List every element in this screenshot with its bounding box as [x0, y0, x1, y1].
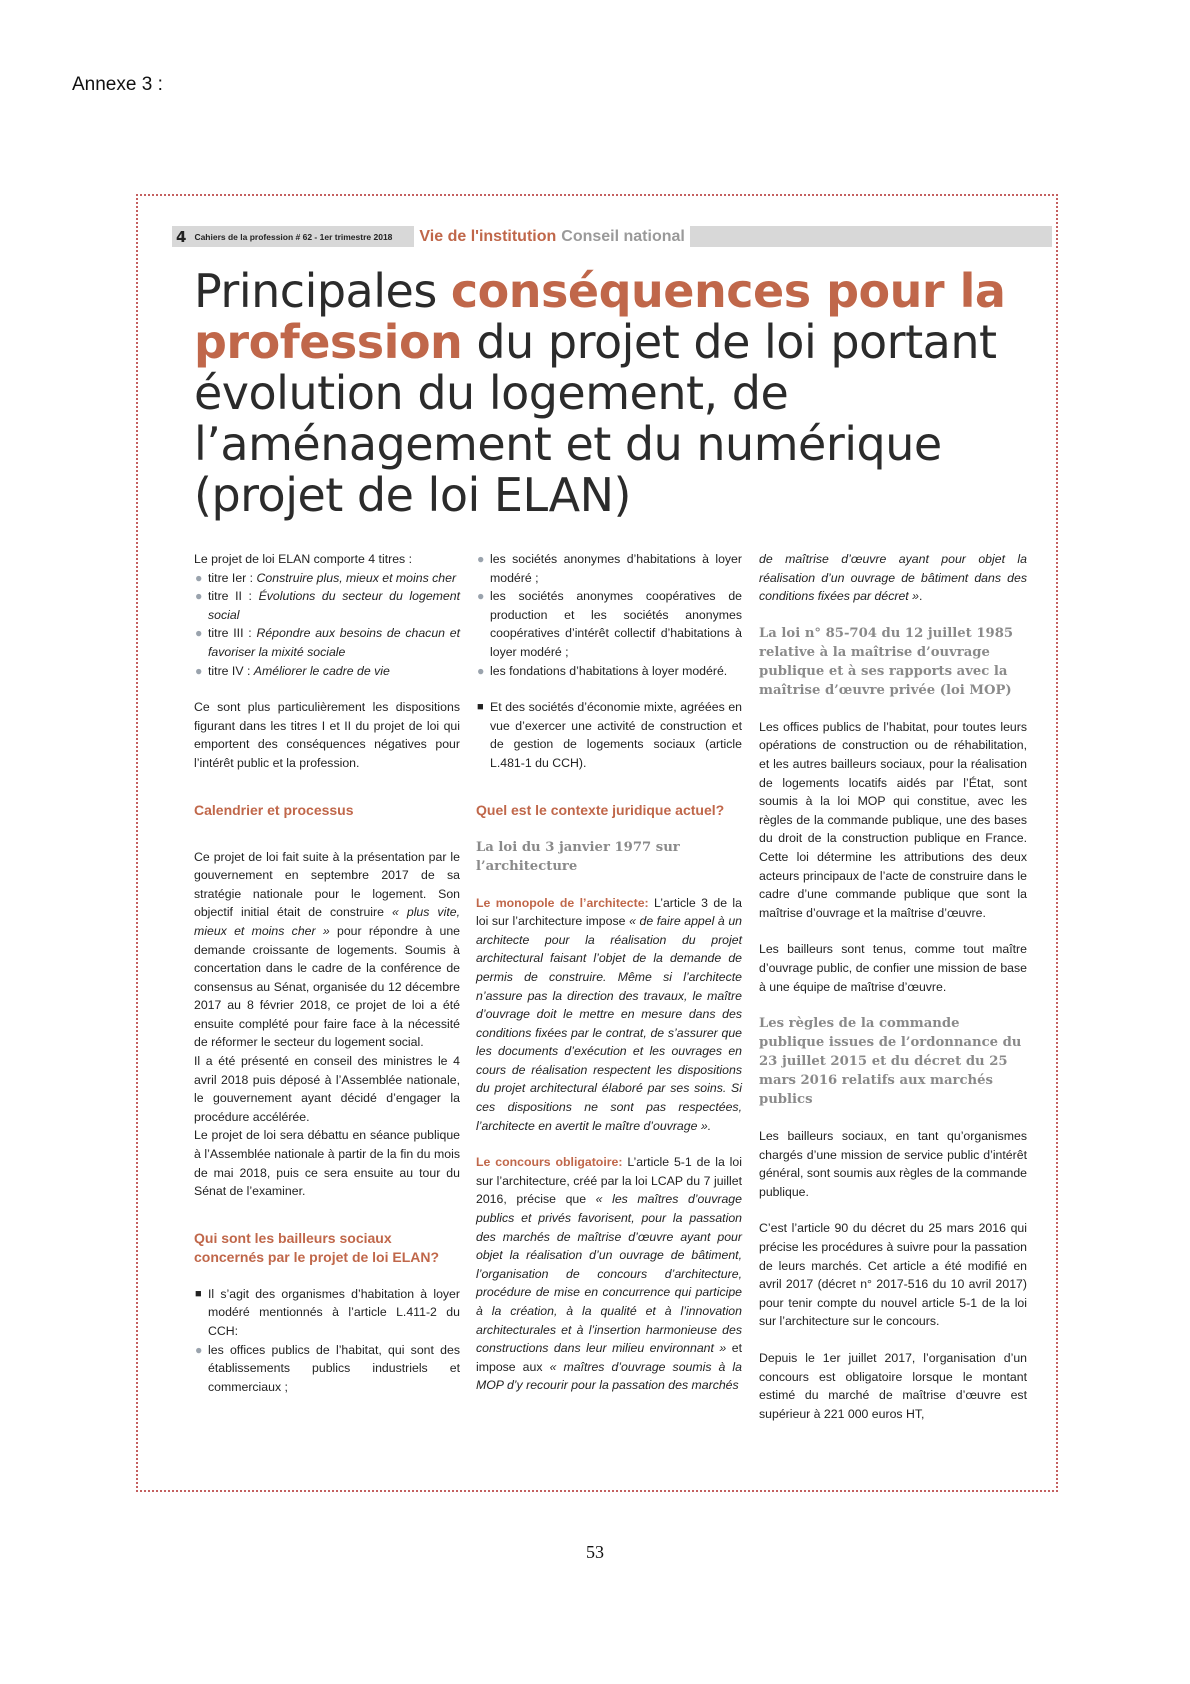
offices-paragraph: Les offices publics de l’habitat, pour toutes leurs opérations de construction ou de réhabilitation, et les autres bailleurs sociaux, pour la réalisation de logements locatifs aidés par l’État, sont soumis à la loi MOP qui constitue, avec les règles de la commande publique, une des bases du droit de la construction publique en France. Cette loi détermine les attributions des deux acteurs principaux de l’acte de construire dans le cadre d’une commande publique que sont la maîtrise d’ouvrage et la maîtrise d’œuvre.: [759, 719, 1027, 920]
list-item: ● les sociétés anonymes coopératives de production et les sociétés anonymes coopératives d’intérêt collectif d’habitations à loyer modéré ;: [477, 589, 742, 659]
column-3: [759, 550, 1027, 1423]
list-item: ■ Et des sociétés d’économie mixte, agréées en vue d’exercer une activité de construction et de gestion de logements sociaux (article L.481-1 du CCH).: [477, 700, 742, 770]
list-item: ■ Il s’agit des organismes d’habitation à loyer modéré mentionnés à l’article L.411-2 du CCH:: [195, 1286, 460, 1338]
societes-list: [476, 550, 742, 680]
bailleurs-tenus-paragraph: Les bailleurs sont tenus, comme tout maître d’ouvrage public, de confier une mission de base à une équipe de maîtrise d’œuvre.: [759, 942, 1027, 994]
list-item: ● les offices publics de l’habitat, qui sont des établissements publics industriels et commerciaux ;: [195, 1342, 460, 1394]
article90-paragraph: C’est l’article 90 du décret du 25 mars 2016 qui précise les procédures à suivre pour la passation de leurs marchés. Cet article a été modifié en avril 2017 (décret n° 2017-516 du 10 avril 2017) pour tenir compte du nouvel article 5-1 de la loi sur l’architecture sur le concours.: [759, 1221, 1027, 1329]
intro-text: Le projet de loi ELAN comporte 4 titres :: [194, 552, 413, 566]
square-bullet-icon: ■: [195, 1287, 202, 1300]
list-item: ● les fondations d’habitations à loyer modéré.: [476, 662, 742, 681]
list-item: ● titre IV : Améliorer le cadre de vie: [194, 662, 460, 681]
heading-calendrier: Calendrier et processus: [194, 801, 354, 818]
bullet-icon: ●: [477, 663, 485, 678]
dispositions-paragraph: Ce sont plus particulièrement les dispositions figurant dans les titres I et II du projet de loi qui emportent des conséquences négatives pour l’intérêt public et la profession.: [194, 700, 460, 770]
bailleurs-sociaux-paragraph: Les bailleurs sociaux, en tant qu’organismes chargés d’une mission de service public d’intérêt général, sont soumis aux règles de la commande publique.: [759, 1129, 1027, 1199]
title-part1: Principales: [194, 264, 451, 318]
magazine-page-number: 4: [176, 227, 187, 246]
square-bullet-icon: ■: [477, 701, 484, 714]
calendrier-paragraph-2: Il a été présenté en conseil des ministres le 4 avril 2018 puis déposé à l’Assemblée nationale, le gouvernement ayant décidé d’engager la procédure accélérée.: [194, 1054, 460, 1124]
section-box: [414, 226, 689, 247]
bullet-icon: ●: [195, 663, 203, 678]
annex-label: Annexe 3 :: [72, 74, 163, 95]
bullet-icon: ●: [477, 589, 485, 604]
list-item: ● titre Ier : Construire plus, mieux et moins cher: [194, 569, 460, 588]
article-title: [194, 266, 1024, 521]
title-part2: du projet de loi portant évolution du logement, de l’aménagement et du numérique (projet de loi ELAN): [194, 315, 997, 522]
magazine-header: [172, 226, 1052, 247]
page-number: 53: [586, 1542, 604, 1562]
heading-loi-1977: La loi du 3 janvier 1977 sur l’architecture: [476, 839, 680, 874]
column-1: [194, 550, 460, 1396]
list-item: ● titre II : Évolutions du secteur du logement social: [195, 589, 461, 622]
concours-paragraph: Le concours obligatoire: L’article 5-1 de la loi sur l’architecture, créé par la loi LCAP du 7 juillet 2016, précise que « les maîtres d’ouvrage publics et privés favorisent, pour la passation des marchés de maîtrise d’œuvre ayant pour objet la réalisation d’un ouvrage de bâtiment, l’organisation de concours d’architecture, procédure de mise en concurrence qui participe à la création, à la qualité et à l’innovation architecturales et à l’insertion harmonieuse des constructions dans leur milieu environnant » et impose aux « maîtres d’ouvrage soumis à la MOP d’y recourir pour la passation des marchés: [476, 1155, 742, 1393]
column-2: [476, 550, 742, 1395]
subsection-label: Conseil national: [561, 227, 685, 245]
calendrier-paragraph-1: Ce projet de loi fait suite à la présentation par le gouvernement en septembre 2017 de sa stratégie nationale pour le logement. Son objectif initial était de construire « plus vite, mieux et moins cher » pour répondre à une demande croissante de logements. Soumis à concertation dans le cadre de la conférence de consensus au Sénat, organisée du 12 décembre 2017 au 8 février 2018, ce projet de loi a été ensuite complété pour faire face à la nécessité de réformer le secteur du logement social.: [194, 849, 460, 1050]
sem-list: [476, 698, 742, 772]
bullet-icon: ●: [477, 552, 485, 566]
depuis-paragraph: Depuis le 1er juillet 2017, l’organisation d’un concours est obligatoire lorsque le montant estimé du marché de maîtrise d’œuvre est supérieur à 221 000 euros HT,: [759, 1351, 1027, 1421]
section-label: Vie de l'institution: [419, 227, 557, 245]
concours-continuation: de maîtrise d’œuvre ayant pour objet la réalisation d’un ouvrage de bâtiment dans des conditions fixées par décret ».: [759, 552, 1027, 604]
bullet-icon: ●: [195, 1342, 203, 1357]
list-item: ● les sociétés anonymes d’habitations à loyer modéré ;: [477, 552, 742, 585]
monopole-paragraph: Le monopole de l’architecte: L’article 3 de la loi sur l’architecture impose « de faire appel à un architecte pour la réalisation du projet architectural faisant l’objet de la demande de permis de construire. Même si l’architecte n’assure pas la direction des travaux, le maître d’ouvrage doit le mettre en mesure dans des conditions fixées par le contrat, de s’assurer que les documents d’exécution et les ouvrages en cours de réalisation respectent les dispositions du projet architectural élaboré par ses soins. Si ces dispositions ne sont pas respectées, l’architecte en avertit le maître d’ouvrage ».: [476, 895, 742, 1133]
title-highlight: conséquences pour la profession: [194, 264, 1006, 369]
heading-contexte: Quel est le contexte juridique actuel?: [476, 801, 725, 818]
organismes-list: [194, 1285, 460, 1397]
calendrier-paragraph-3: Le projet de loi sera débattu en séance publique à l’Assemblée nationale à partir de la fin du mois de mai 2018, puis ce sera ensuite au tour du Sénat de l’examiner.: [194, 1128, 460, 1199]
bullet-icon: ●: [195, 570, 203, 585]
heading-regles: Les règles de la commande publique issues de l’ordonnance du 23 juillet 2015 et du décret du 25 mars 2016 relatifs aux marchés publics: [759, 1016, 1022, 1108]
bullet-icon: ●: [195, 589, 203, 604]
bullet-icon: ●: [195, 626, 203, 641]
heading-bailleurs: Qui sont les bailleurs sociaux concernés par le projet de loi ELAN?: [194, 1229, 440, 1265]
issue-label: Cahiers de la profession # 62 - 1er trimestre 2018: [194, 231, 393, 242]
heading-loi-mop: La loi n° 85-704 du 12 juillet 1985 relative à la maîtrise d’ouvrage publique et à ses rapports avec la maîtrise d’œuvre privée (loi MOP): [759, 625, 1014, 698]
list-item: ● titre III : Répondre aux besoins de chacun et favoriser la mixité sociale: [195, 626, 461, 659]
titres-list: [194, 569, 460, 681]
